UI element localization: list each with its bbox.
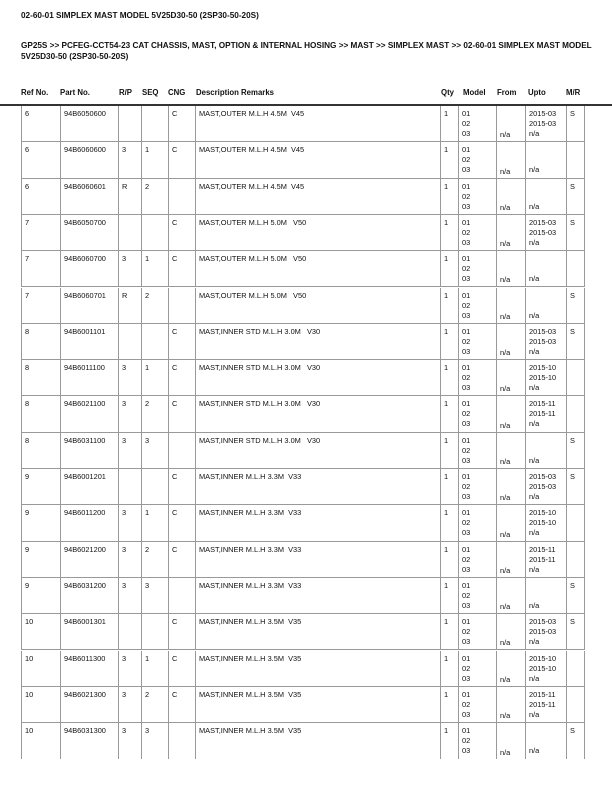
from-value: n/a <box>500 456 511 466</box>
cell-rp <box>118 106 141 141</box>
cell-ref: 6 <box>21 106 60 141</box>
cell-part: 94B6031300 <box>60 723 118 759</box>
cell-part: 94B6060601 <box>60 179 118 214</box>
cell-from <box>496 723 525 759</box>
cell-upto: n/a <box>525 288 566 323</box>
cell-mr: S <box>566 469 585 504</box>
cell-model: 01 02 03 <box>458 142 496 177</box>
cell-upto: 2015-03 2015-03 n/a <box>525 215 566 250</box>
from-value: n/a <box>500 166 511 176</box>
cell-from <box>496 288 525 323</box>
cell-from <box>496 215 525 250</box>
cell-model: 01 02 03 <box>458 106 496 141</box>
cell-ref: 10 <box>21 614 60 649</box>
cell-qty: 1 <box>440 651 458 686</box>
cell-cng: C <box>168 106 195 141</box>
cell-model: 01 02 03 <box>458 505 496 540</box>
cell-mr: S <box>566 578 585 613</box>
cell-ref: 10 <box>21 651 60 686</box>
cell-qty: 1 <box>440 723 458 759</box>
cell-part: 94B6050600 <box>60 106 118 141</box>
cell-cng <box>168 578 195 613</box>
cell-mr: S <box>566 288 585 323</box>
header-seq: SEQ <box>142 88 159 97</box>
header-part: Part No. <box>60 88 90 97</box>
cell-upto: n/a <box>525 723 566 759</box>
cell-desc: MAST,INNER M.L.H 3.5M V35 <box>195 687 440 722</box>
cell-upto: 2015-03 2015-03 n/a <box>525 324 566 359</box>
cell-desc: MAST,OUTER M.L.H 5.0M V50 <box>195 215 440 250</box>
table-row <box>21 360 585 396</box>
cell-upto: 2015-11 2015-11 n/a <box>525 687 566 722</box>
cell-part: 94B6001201 <box>60 469 118 504</box>
cell-ref: 9 <box>21 578 60 613</box>
table-row <box>21 651 585 687</box>
cell-upto: 2015-10 2015-10 n/a <box>525 360 566 395</box>
cell-rp: R <box>118 179 141 214</box>
cell-upto: 2015-10 2015-10 n/a <box>525 505 566 540</box>
cell-seq <box>141 215 168 250</box>
cell-seq: 1 <box>141 142 168 177</box>
cell-qty: 1 <box>440 578 458 613</box>
cell-seq: 2 <box>141 542 168 577</box>
cell-mr <box>566 505 585 540</box>
table-row <box>21 396 585 432</box>
from-value: n/a <box>500 275 511 285</box>
cell-part: 94B6060701 <box>60 288 118 323</box>
table-row <box>21 215 585 251</box>
cell-part: 94B6021200 <box>60 542 118 577</box>
cell-qty: 1 <box>440 469 458 504</box>
breadcrumb: GP25S >> PCFEG-CCT54-23 CAT CHASSIS, MAST, OPTION & INTERNAL HOSING >> MAST >> SIMPLEX MAST >> 02-60-01 SIMPLEX MAST MODEL 5V25D30-50 (2SP30-50-20S) <box>21 41 592 61</box>
cell-cng: C <box>168 324 195 359</box>
cell-mr <box>566 251 585 286</box>
cell-qty: 1 <box>440 505 458 540</box>
cell-seq: 3 <box>141 433 168 468</box>
cell-mr <box>566 142 585 177</box>
cell-upto: n/a <box>525 251 566 286</box>
cell-model: 01 02 03 <box>458 360 496 395</box>
cell-model: 01 02 03 <box>458 687 496 722</box>
from-value: n/a <box>500 638 511 648</box>
page-title: 02-60-01 SIMPLEX MAST MODEL 5V25D30-50 (2SP30-50-20S) <box>21 11 259 20</box>
from-value: n/a <box>500 565 511 575</box>
cell-ref: 8 <box>21 396 60 431</box>
cell-mr: S <box>566 179 585 214</box>
cell-qty: 1 <box>440 215 458 250</box>
cell-cng: C <box>168 687 195 722</box>
cell-desc: MAST,INNER STD M.L.H 3.0M V30 <box>195 433 440 468</box>
cell-ref: 6 <box>21 142 60 177</box>
from-value: n/a <box>500 384 511 394</box>
cell-seq <box>141 324 168 359</box>
table-row <box>21 324 585 360</box>
cell-upto: n/a <box>525 433 566 468</box>
cell-rp: 3 <box>118 651 141 686</box>
cell-seq: 1 <box>141 251 168 286</box>
cell-from <box>496 396 525 431</box>
cell-qty: 1 <box>440 251 458 286</box>
cell-cng <box>168 288 195 323</box>
cell-part: 94B6001101 <box>60 324 118 359</box>
cell-seq: 1 <box>141 651 168 686</box>
cell-ref: 10 <box>21 687 60 722</box>
from-value: n/a <box>500 420 511 430</box>
cell-mr: S <box>566 215 585 250</box>
cell-upto: 2015-11 2015-11 n/a <box>525 542 566 577</box>
table-row <box>21 106 585 142</box>
cell-ref: 9 <box>21 542 60 577</box>
cell-rp: 3 <box>118 251 141 286</box>
cell-upto: 2015-11 2015-11 n/a <box>525 396 566 431</box>
header-cng: CNG <box>168 88 186 97</box>
cell-cng: C <box>168 614 195 649</box>
cell-qty: 1 <box>440 687 458 722</box>
table-row <box>21 433 585 469</box>
cell-model: 01 02 03 <box>458 396 496 431</box>
cell-cng: C <box>168 142 195 177</box>
cell-qty: 1 <box>440 360 458 395</box>
table-row <box>21 578 585 614</box>
cell-model: 01 02 03 <box>458 542 496 577</box>
cell-rp <box>118 215 141 250</box>
cell-desc: MAST,OUTER M.L.H 5.0M V50 <box>195 251 440 286</box>
cell-from <box>496 687 525 722</box>
cell-upto: 2015-03 2015-03 n/a <box>525 469 566 504</box>
cell-mr: S <box>566 106 585 141</box>
cell-cng: C <box>168 542 195 577</box>
cell-mr <box>566 360 585 395</box>
cell-ref: 8 <box>21 360 60 395</box>
header-model: Model <box>463 88 486 97</box>
from-value: n/a <box>500 239 511 249</box>
cell-model: 01 02 03 <box>458 723 496 759</box>
cell-rp: 3 <box>118 687 141 722</box>
cell-model: 01 02 03 <box>458 614 496 649</box>
cell-upto: 2015-03 2015-03 n/a <box>525 614 566 649</box>
table-row <box>21 469 585 505</box>
cell-part: 94B6011200 <box>60 505 118 540</box>
from-value: n/a <box>500 311 511 321</box>
cell-ref: 8 <box>21 433 60 468</box>
from-value: n/a <box>500 748 511 758</box>
cell-rp: 3 <box>118 360 141 395</box>
cell-model: 01 02 03 <box>458 288 496 323</box>
header-rp: R/P <box>119 88 132 97</box>
cell-cng: C <box>168 251 195 286</box>
cell-from <box>496 324 525 359</box>
cell-seq: 3 <box>141 723 168 759</box>
cell-model: 01 02 03 <box>458 215 496 250</box>
cell-rp: 3 <box>118 723 141 759</box>
cell-desc: MAST,INNER STD M.L.H 3.0M V30 <box>195 324 440 359</box>
cell-model: 01 02 03 <box>458 578 496 613</box>
cell-from <box>496 142 525 177</box>
cell-from <box>496 469 525 504</box>
cell-mr <box>566 651 585 686</box>
from-value: n/a <box>500 130 511 140</box>
cell-upto: 2015-10 2015-10 n/a <box>525 651 566 686</box>
header-from: From <box>497 88 517 97</box>
cell-mr: S <box>566 614 585 649</box>
cell-from <box>496 433 525 468</box>
cell-qty: 1 <box>440 396 458 431</box>
header-qty: Qty <box>441 88 454 97</box>
cell-cng <box>168 179 195 214</box>
cell-qty: 1 <box>440 142 458 177</box>
cell-ref: 9 <box>21 469 60 504</box>
table-row <box>21 179 585 215</box>
table-row <box>21 542 585 578</box>
cell-rp: 3 <box>118 433 141 468</box>
cell-desc: MAST,OUTER M.L.H 4.5M V45 <box>195 106 440 141</box>
table-row <box>21 505 585 541</box>
cell-from <box>496 651 525 686</box>
table-row <box>21 723 585 759</box>
cell-rp <box>118 614 141 649</box>
cell-part: 94B6031200 <box>60 578 118 613</box>
cell-mr <box>566 542 585 577</box>
table-row <box>21 614 585 650</box>
cell-qty: 1 <box>440 614 458 649</box>
cell-from <box>496 179 525 214</box>
cell-seq: 1 <box>141 360 168 395</box>
cell-from <box>496 542 525 577</box>
cell-seq: 1 <box>141 505 168 540</box>
cell-desc: MAST,INNER M.L.H 3.5M V35 <box>195 614 440 649</box>
cell-model: 01 02 03 <box>458 433 496 468</box>
cell-model: 01 02 03 <box>458 324 496 359</box>
cell-ref: 7 <box>21 288 60 323</box>
cell-desc: MAST,INNER M.L.H 3.3M V33 <box>195 469 440 504</box>
cell-desc: MAST,OUTER M.L.H 4.5M V45 <box>195 142 440 177</box>
cell-rp <box>118 324 141 359</box>
cell-from <box>496 614 525 649</box>
cell-rp: 3 <box>118 578 141 613</box>
cell-desc: MAST,INNER M.L.H 3.5M V35 <box>195 651 440 686</box>
cell-desc: MAST,INNER M.L.H 3.5M V35 <box>195 723 440 759</box>
cell-rp: 3 <box>118 142 141 177</box>
cell-ref: 8 <box>21 324 60 359</box>
cell-part: 94B6001301 <box>60 614 118 649</box>
cell-seq <box>141 106 168 141</box>
cell-mr <box>566 687 585 722</box>
from-value: n/a <box>500 529 511 539</box>
cell-from <box>496 578 525 613</box>
cell-mr: S <box>566 324 585 359</box>
from-value: n/a <box>500 674 511 684</box>
table-row <box>21 142 585 178</box>
cell-part: 94B6011300 <box>60 651 118 686</box>
cell-cng: C <box>168 651 195 686</box>
cell-from <box>496 251 525 286</box>
header-mr: M/R <box>566 88 581 97</box>
cell-rp: R <box>118 288 141 323</box>
cell-seq: 3 <box>141 578 168 613</box>
cell-rp <box>118 469 141 504</box>
cell-ref: 7 <box>21 215 60 250</box>
table-row <box>21 251 585 287</box>
from-value: n/a <box>500 602 511 612</box>
cell-mr: S <box>566 433 585 468</box>
cell-cng: C <box>168 505 195 540</box>
cell-model: 01 02 03 <box>458 651 496 686</box>
cell-model: 01 02 03 <box>458 469 496 504</box>
cell-model: 01 02 03 <box>458 179 496 214</box>
cell-upto: n/a <box>525 142 566 177</box>
cell-qty: 1 <box>440 179 458 214</box>
cell-desc: MAST,INNER M.L.H 3.3M V33 <box>195 542 440 577</box>
cell-qty: 1 <box>440 433 458 468</box>
cell-cng: C <box>168 360 195 395</box>
cell-part: 94B6021300 <box>60 687 118 722</box>
cell-qty: 1 <box>440 324 458 359</box>
cell-upto: n/a <box>525 179 566 214</box>
cell-desc: MAST,INNER STD M.L.H 3.0M V30 <box>195 396 440 431</box>
cell-part: 94B6060600 <box>60 142 118 177</box>
cell-rp: 3 <box>118 542 141 577</box>
cell-from <box>496 505 525 540</box>
cell-qty: 1 <box>440 288 458 323</box>
cell-ref: 7 <box>21 251 60 286</box>
cell-cng: C <box>168 396 195 431</box>
from-value: n/a <box>500 711 511 721</box>
table-row <box>21 687 585 723</box>
cell-cng <box>168 723 195 759</box>
cell-desc: MAST,OUTER M.L.H 4.5M V45 <box>195 179 440 214</box>
header-ref: Ref No. <box>21 88 49 97</box>
cell-qty: 1 <box>440 542 458 577</box>
cell-part: 94B6011100 <box>60 360 118 395</box>
cell-ref: 10 <box>21 723 60 759</box>
from-value: n/a <box>500 493 511 503</box>
cell-cng: C <box>168 469 195 504</box>
cell-qty: 1 <box>440 106 458 141</box>
table-row <box>21 288 585 324</box>
cell-seq: 2 <box>141 396 168 431</box>
cell-cng <box>168 433 195 468</box>
cell-ref: 6 <box>21 179 60 214</box>
cell-seq: 2 <box>141 687 168 722</box>
cell-desc: MAST,OUTER M.L.H 5.0M V50 <box>195 288 440 323</box>
from-value: n/a <box>500 348 511 358</box>
cell-mr <box>566 396 585 431</box>
cell-upto: 2015-03 2015-03 n/a <box>525 106 566 141</box>
cell-part: 94B6050700 <box>60 215 118 250</box>
from-value: n/a <box>500 202 511 212</box>
cell-upto: n/a <box>525 578 566 613</box>
cell-mr: S <box>566 723 585 759</box>
header-upto: Upto <box>528 88 546 97</box>
cell-desc: MAST,INNER M.L.H 3.3M V33 <box>195 505 440 540</box>
cell-seq: 2 <box>141 288 168 323</box>
cell-from <box>496 360 525 395</box>
cell-desc: MAST,INNER M.L.H 3.3M V33 <box>195 578 440 613</box>
cell-cng: C <box>168 215 195 250</box>
cell-ref: 9 <box>21 505 60 540</box>
cell-rp: 3 <box>118 396 141 431</box>
cell-desc: MAST,INNER STD M.L.H 3.0M V30 <box>195 360 440 395</box>
cell-from <box>496 106 525 141</box>
cell-part: 94B6031100 <box>60 433 118 468</box>
header-desc: Description Remarks <box>196 88 274 97</box>
cell-rp: 3 <box>118 505 141 540</box>
cell-model: 01 02 03 <box>458 251 496 286</box>
cell-part: 94B6021100 <box>60 396 118 431</box>
cell-seq: 2 <box>141 179 168 214</box>
cell-seq <box>141 614 168 649</box>
cell-seq <box>141 469 168 504</box>
cell-part: 94B6060700 <box>60 251 118 286</box>
